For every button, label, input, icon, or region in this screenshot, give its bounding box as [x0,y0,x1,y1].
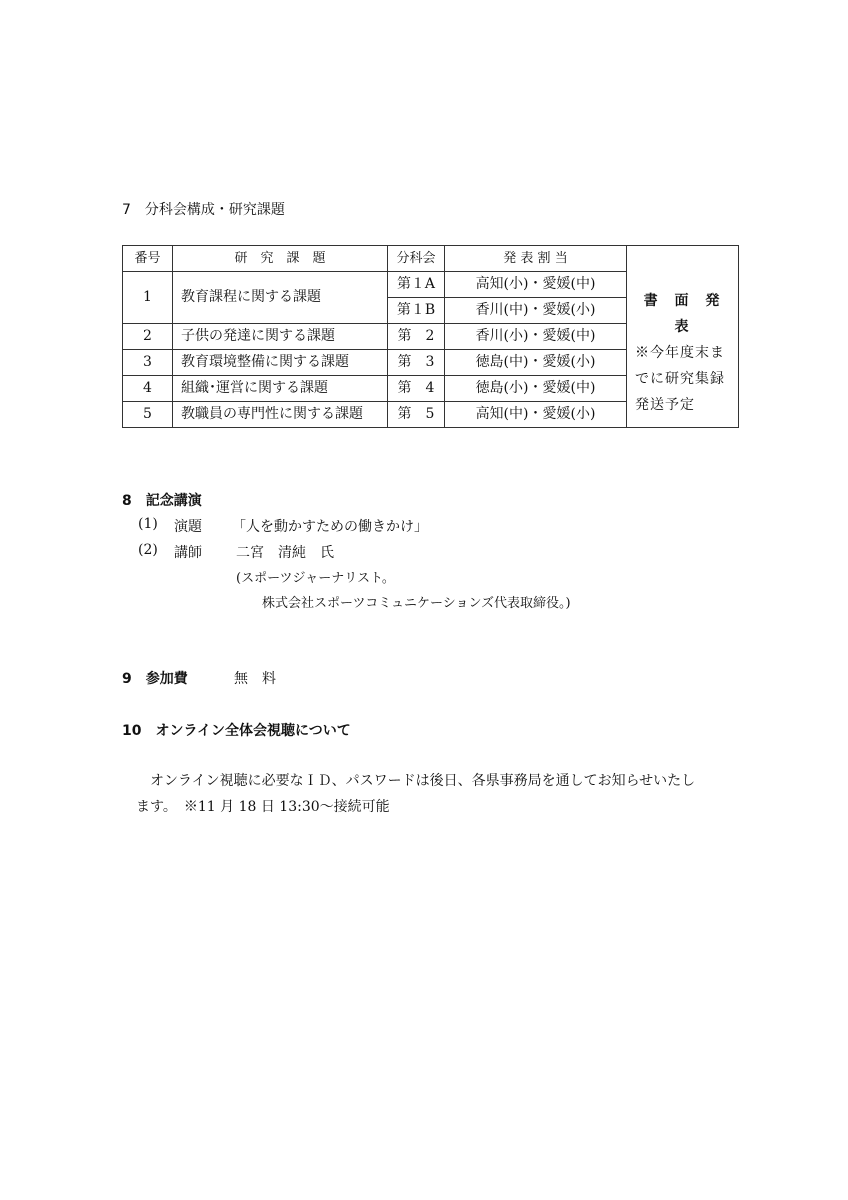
header-topic: 研 究 課 題 [173,246,388,272]
header-subcommittee: 分科会 [388,246,445,272]
written-presentation-note: ※今年度末までに研究集録発送予定 [635,345,725,413]
row-number: 5 [123,402,173,428]
lecturer-profile-line-1: (スポーツジャーナリスト。 [236,571,395,586]
row-topic: 教育課程に関する課題 [173,272,388,324]
row-topic: 子供の発達に関する課題 [173,324,388,350]
lecture-item-1-label: 演題 [174,519,202,535]
row-number: 2 [123,324,173,350]
header-presenters: 発 表 割 当 [445,246,627,272]
lecturer-name: 二宮 清純 氏 [236,545,334,561]
row-subcommittee: 第 3 [388,350,445,376]
row-subcommittee: 第１A [388,272,445,298]
subcommittee-table [122,245,739,428]
row-number: 1 [123,272,173,324]
row-presenters: 香川(小)・愛媛(中) [445,324,627,350]
online-viewing-text-line-1: オンライン視聴に必要なＩＤ、パスワードは後日、各県事務局を通してお知らせいたし [150,773,696,789]
section-8-title: 8 記念講演 [122,493,202,509]
lecture-title: 「人を動かすための働きかけ」 [232,519,428,535]
row-subcommittee: 第１B [388,298,445,324]
row-topic: 教職員の専門性に関する課題 [173,402,388,428]
online-viewing-text-line-2: ます。 ※11 月 18 日 13:30～接続可能 [136,799,390,815]
row-subcommittee: 第 5 [388,402,445,428]
row-number: 4 [123,376,173,402]
written-presentation-title: 書 面 発 表 [643,293,726,335]
row-presenters: 香川(中)・愛媛(小) [445,298,627,324]
section-10-title: 10 オンライン全体会視聴について [122,723,351,739]
row-topic: 教育環境整備に関する課題 [173,350,388,376]
row-presenters: 高知(中)・愛媛(小) [445,402,627,428]
written-presentation-cell [627,246,739,428]
row-subcommittee: 第 2 [388,324,445,350]
row-number: 3 [123,350,173,376]
lecturer-profile-line-2: 株式会社スポーツコミュニケーションズ代表取締役。) [262,596,571,611]
row-presenters: 高知(小)・愛媛(中) [445,272,627,298]
row-subcommittee: 第 4 [388,376,445,402]
participation-fee: 無 料 [234,671,276,687]
lecture-item-2-label: 講師 [174,545,202,561]
lecture-item-1-number: (1) [138,516,158,532]
lecture-item-2-number: (2) [138,542,158,558]
row-presenters: 徳島(中)・愛媛(小) [445,350,627,376]
table-header-row [123,246,739,272]
section-7-title: 7 分科会構成・研究課題 [122,202,285,218]
row-topic: 組織･運営に関する課題 [173,376,388,402]
section-9-title: 9 参加費 [122,671,188,687]
header-number: 番号 [123,246,173,272]
row-presenters: 徳島(小)・愛媛(中) [445,376,627,402]
